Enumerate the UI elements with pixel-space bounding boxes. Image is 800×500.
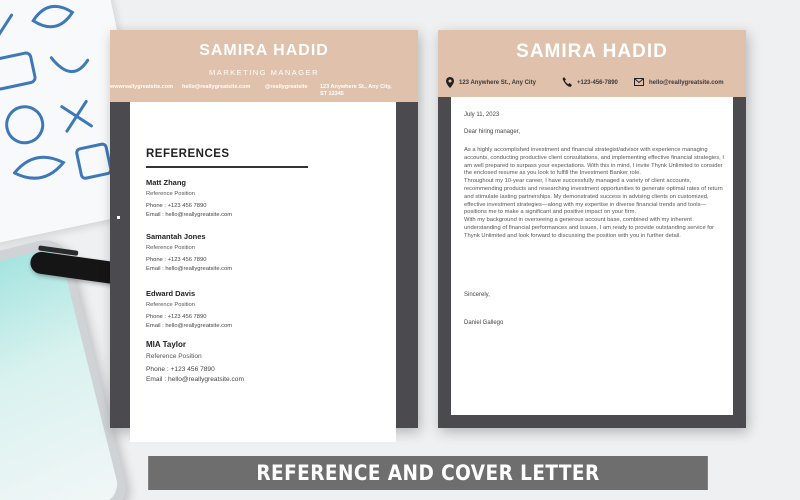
reference-item (146, 232, 346, 275)
reference-item-name: Matt Zhang (146, 178, 186, 187)
letter-greeting: Dear hiring manager, (464, 129, 521, 135)
references-panel (130, 102, 396, 442)
side-marker (117, 216, 120, 219)
title-banner: REFERENCE AND COVER LETTER (148, 456, 708, 490)
reference-item-name: MIA Taylor (146, 340, 187, 349)
cover-letter-page (438, 30, 746, 428)
contact-email: hello@reallygreatsite.com (649, 80, 724, 86)
location-pin-icon (446, 77, 454, 90)
reference-header (110, 30, 418, 102)
reference-item (146, 178, 346, 221)
reference-item-position: Reference Position (146, 245, 195, 251)
reference-item-email: Email : hello@reallygreatsite.com (146, 212, 233, 218)
letter-text (464, 147, 724, 241)
reference-role: MARKETING MANAGER (208, 68, 320, 77)
contact-email-row (634, 76, 724, 90)
reference-item-phone: Phone : +123 456 7890 (146, 314, 207, 320)
reference-item-position: Reference Position (146, 191, 195, 197)
references-divider (146, 166, 308, 168)
reference-name: SAMIRA HADID (199, 42, 329, 59)
letter-date: July 11, 2023 (464, 112, 500, 118)
contact-web: wwwreallygreatsite.com (110, 84, 173, 90)
cover-letter-name: SAMIRA HADID (516, 41, 668, 62)
references-title: REFERENCES (146, 148, 230, 160)
reference-item-email: Email : hello@reallygreatsite.com (146, 266, 233, 272)
phone-icon (562, 77, 572, 89)
contact-address-line1: 123 Anywhere St., Any City, (320, 84, 392, 90)
reference-item-phone: Phone : +123 456 7890 (146, 257, 207, 263)
reference-item-name: Edward Davis (146, 289, 196, 298)
reference-item-position: Reference Position (146, 302, 195, 308)
contact-address: 123 Anywhere St., Any City (459, 80, 536, 86)
reference-item-position: Reference Position (146, 353, 202, 360)
reference-item-name: Samantah Jones (146, 232, 206, 241)
reference-page (110, 30, 418, 428)
reference-item-phone: Phone : +123 456 7890 (146, 203, 207, 209)
envelope-icon (634, 78, 644, 88)
contact-email: hello@reallygreatsite.com (182, 84, 251, 90)
contact-address-row (446, 76, 536, 90)
cover-letter-header (438, 30, 746, 97)
contact-handle: @reallygreatsite (265, 84, 308, 90)
contact-phone-row (562, 76, 618, 90)
cover-letter-body (451, 97, 733, 415)
reference-item-email: Email : hello@reallygreatsite.com (146, 323, 233, 329)
letter-paragraph: As a highly accomplished investment and financial strategist/advisor with experience managing accounts, conducting productive client consultations, and implementing effective financial strategies, I am well prepared to surpass your expectations. With this in mind, I invite Thynk Unlimited to consider the enclosed resume as you look to fulfill the Investment Banker role. (464, 147, 724, 177)
reference-item-phone: Phone : +123 456 7890 (146, 366, 215, 373)
contact-address-line2: ST 12345 (320, 91, 344, 97)
reference-item-email: Email : hello@reallygreatsite.com (146, 376, 244, 383)
letter-signature: Daniel Gallego (464, 320, 504, 326)
reference-item (146, 289, 346, 332)
letter-closing: Sincerely, (464, 292, 490, 298)
reference-item (146, 340, 346, 386)
contact-address (320, 84, 392, 98)
contact-phone: +123-456-7890 (577, 80, 618, 86)
letter-paragraph: Throughout my 10-year career, I have successfully managed a variety of client accounts, recommending products and researching investment opportunities to generate optimal rates of return and stimulate lasting partnerships. My demonstrated success in advising clients on customized, effective investment strategies—along with my expertise in diverse financial trends and tools—positions me to make a significant and positive impact on your firm. (464, 178, 723, 216)
letter-paragraph: With my background in overseeing a generous account base, combined with my inherent understanding of financial performances and issues, I am ready to provide outstanding service for Thynk Unlimited and look forward to discussing the position with you in further detail. (464, 217, 715, 239)
